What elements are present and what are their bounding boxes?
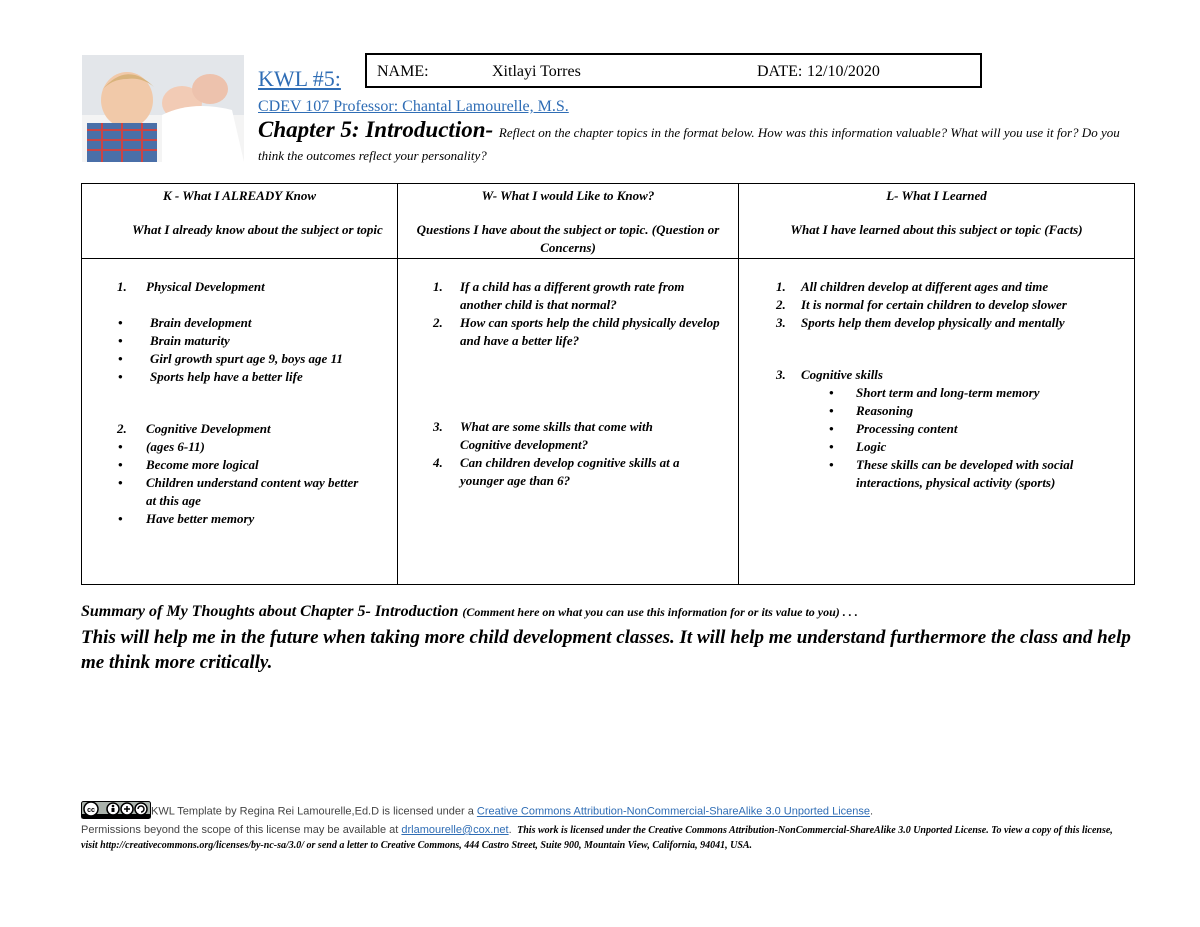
want-cell: [398, 259, 739, 585]
license-details-text: This work is licensed under the Creative Commons Attribution-NonCommercial-ShareAlike 3.0 Unported License. To view a copy of this license, visit http://creativecommons.org/licenses/by-nc-sa/3.0/ or send a letter to Creative Commons, 444 Castro Street, Suite 900, Mountain View, California, 94041, USA.: [81, 825, 1113, 851]
list-item: 1. If a child has a different growth rate from another child is that normal?: [433, 279, 685, 312]
list-item: 4. Can children develop cognitive skills at a younger age than 6?: [433, 455, 680, 488]
list-item: • Girl growth spurt age 9, boys age 11: [118, 351, 343, 366]
course-professor-line: CDEV 107 Professor: Chantal Lamourelle, M.S.: [258, 98, 569, 115]
list-item: • Sports help have a better life: [118, 369, 303, 384]
license-line-1: KWL Template by Regina Rei Lamourelle,Ed.D is licensed under a: [151, 805, 477, 818]
date-label: DATE:: [757, 63, 803, 80]
chapter-prompt: Reflect on the chapter topics in the format below. How was this information valuable? What will you use it for? Do you think the outcomes reflect your personality?: [258, 125, 1120, 163]
list-item: 1. Physical Development: [117, 279, 265, 294]
license-line-2: Permissions beyond the scope of this license may be available at: [81, 824, 402, 836]
column-header-want: [398, 184, 739, 259]
student-name: Xitlayi Torres: [492, 63, 581, 80]
list-item: • Have better memory: [118, 511, 255, 526]
list-item: • These skills can be developed with social interactions, physical activity (sports): [829, 457, 1074, 490]
summary-instruction: (Comment here on what you can use this information for or its value to you) . . .: [462, 605, 858, 619]
column-title-learned: L- What I Learned: [886, 188, 987, 203]
column-subtitle-know: What I already know about the subject or topic: [132, 222, 383, 237]
list-item: 3. What are some skills that come with Cognitive development?: [433, 419, 653, 452]
header-photo-babies: [82, 55, 244, 162]
column-header-know: [82, 184, 398, 259]
license-link[interactable]: Creative Commons Attribution-NonCommercial-ShareAlike 3.0 Unported License: [476, 805, 871, 818]
column-subtitle-want: Questions I have about the subject or topic. (Question or Concerns): [416, 222, 720, 255]
list-item: • Children understand content way better at this age: [118, 475, 359, 508]
summary-title: Summary of My Thoughts about Chapter 5- Introduction: [81, 603, 463, 620]
kwl-table: [81, 183, 1135, 585]
summary-answer: This will help me in the future when taking more child development classes. It will help me understand furthermore the class and help me think more critically.: [81, 627, 1131, 673]
list-item: • Short term and long-term memory: [829, 385, 1040, 400]
column-header-learned: [739, 184, 1135, 259]
list-item: • Processing content: [829, 421, 958, 436]
column-subtitle-learned: What I have learned about this subject or topic (Facts): [790, 222, 1083, 237]
list-item: 2. How can sports help the child physically develop and have a better life?: [433, 315, 720, 348]
know-cell: [82, 259, 398, 585]
name-date-box: [365, 53, 982, 88]
kwl-number-heading: KWL #5:: [258, 66, 341, 91]
list-item: 2. It is normal for certain children to develop slower: [776, 297, 1067, 312]
chapter-heading: [258, 118, 1138, 167]
column-title-know: K - What I ALREADY Know: [162, 188, 317, 203]
license-footer: cc KWL Template by Regina Rei Lamourelle,Ed.D is licensed under a Creative Commons Attribution-NonCommercial-ShareAlike 3.0 Unported License. Permissions beyond the scope of this license may be available at drlamourelle@cox.net. This work is licensed under the Creative Commons Attribution-NonCommercial-ShareAlike 3.0 Unported License. To view a copy of this license, visit http://creativecommons.org/licenses/by-nc-sa/3.0/ or send a letter to Creative Commons, 444 Castro Street, Suite 900, Mountain View, California, 94041, USA.: [81, 801, 1121, 853]
list-item: • Reasoning: [829, 403, 914, 418]
learned-cell: [739, 259, 1135, 585]
cc-license-badge-icon[interactable]: [81, 801, 151, 823]
svg-text:cc: cc: [87, 807, 95, 814]
list-item: • (ages 6-11): [118, 439, 205, 454]
name-label: NAME:: [377, 63, 429, 80]
list-item: 1. All children develop at different ages and time: [776, 279, 1049, 294]
column-title-want: W- What I would Like to Know?: [481, 188, 655, 203]
list-item: 3. Sports help them develop physically and mentally: [776, 315, 1065, 330]
date-value: 12/10/2020: [807, 63, 880, 80]
list-item: • Logic: [829, 439, 887, 454]
list-item: • Brain development: [118, 315, 252, 330]
chapter-title: Chapter 5: Introduction-: [258, 117, 499, 142]
list-item: 3. Cognitive skills: [776, 367, 883, 382]
list-item: 2. Cognitive Development: [117, 421, 271, 436]
list-item: • Brain maturity: [118, 333, 230, 348]
email-link[interactable]: drlamourelle@cox.net: [401, 824, 509, 836]
list-item: • Become more logical: [118, 457, 259, 472]
summary-heading: [81, 603, 858, 621]
